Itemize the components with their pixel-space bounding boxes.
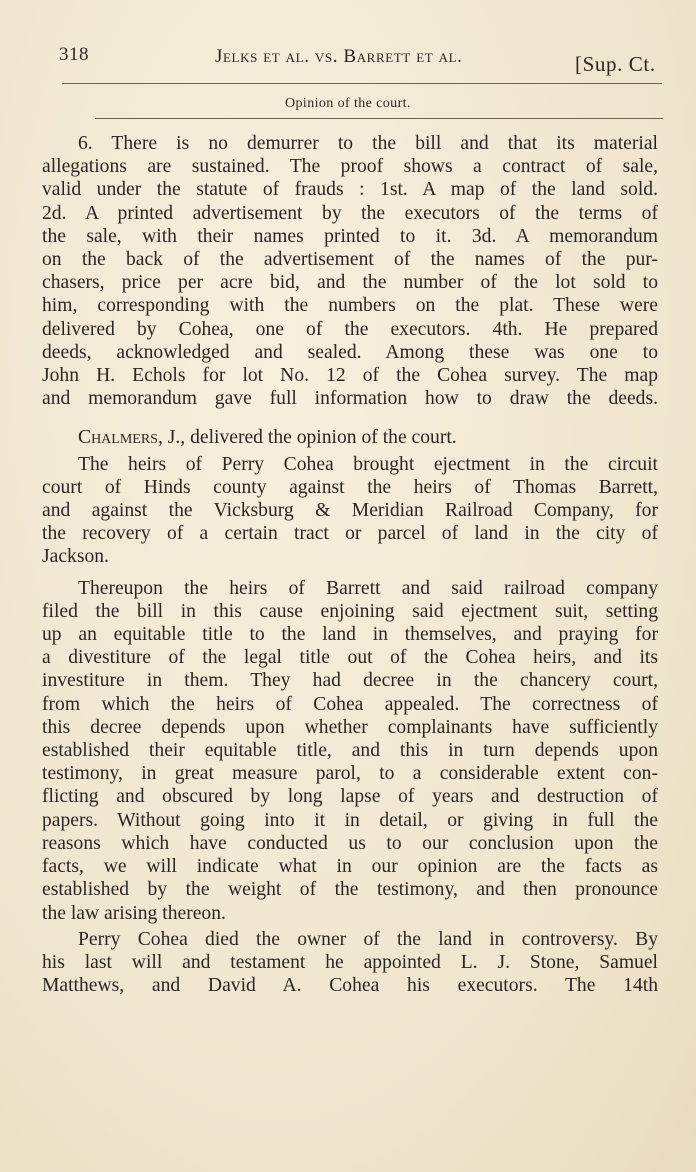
paragraph-syllabus-6: 6. There is no demurrer to the bill and that its material allegations are sustained. The proof shows a contract of sale, valid under the statute of frauds : 1st. A map of the land sold. 2d. A printed advertisement by the executors of the terms of the sale, with their names printed to it. 3d. A memorandum on the back of the advertisement of the names of the pur- chasers, price per acre bid, and the number of the lot sold to him, corresponding with the numbers on the plat. These were delivered by Cohea, one of the executors. 4th. He prepared deeds, acknowledged and sealed. Among these was one to John H. Echols for lot No. 12 of the Cohea survey. The map and memorandum gave full information how to draw the deeds. (42, 133, 658, 410)
justice-name: Chalmers (78, 427, 158, 449)
paragraph-opinion-attribution: Chalmers, J., delivered the opinion of the court. (78, 427, 457, 449)
section-subheading: Opinion of the court. (285, 96, 411, 111)
running-header (55, 44, 670, 78)
paragraph-will: Perry Cohea died the owner of the land in controversy. By his last will and testament he appointed L. J. Stone, Samuel Matthews, and David A. Cohea his executors. The 14th (42, 928, 658, 997)
court-label: [Sup. Ct. (575, 52, 656, 76)
header-rule (62, 83, 662, 84)
page-number: 318 (59, 44, 89, 65)
page-body (42, 132, 658, 997)
case-title: Jelks et al. vs. Barrett et al. (215, 46, 463, 67)
subheading-rule (95, 118, 663, 119)
paragraph-ejectment: The heirs of Perry Cohea brought ejectment in the circuit court of Hinds county against the heirs of Thomas Barrett, and against the Vicksburg & Meridian Railroad Company, for the recovery of a certain tract or parcel of land in the city of Jackson. (42, 453, 658, 568)
paragraph-injunction: Thereupon the heirs of Barrett and said railroad company filed the bill in this cause enjoining said ejectment suit, setting up an equitable title to the land in themselves, and praying for a divestiture of the legal title out of the Cohea heirs, and its investiture in them. They had decree in the chancery court, from which the heirs of Cohea appealed. The correctness of this decree depends upon whether complainants have sufficiently established their equitable title, and this in turn depends upon testimony, in great measure parol, to a considerable extent con- flicting and obscured by long lapse of years and destruction of papers. Without going into it in detail, or giving in full the reasons which have conducted us to our conclusion upon the facts, we will indicate what in our opinion are the facts as established by the weight of the testimony, and then pronounce the law arising thereon. (42, 577, 658, 924)
